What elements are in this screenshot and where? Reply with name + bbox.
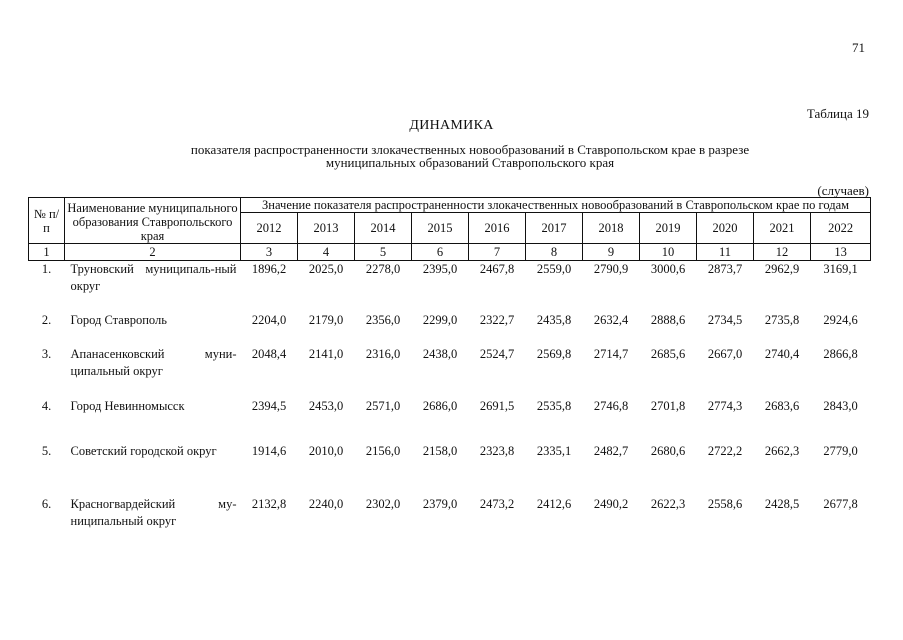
- header-year: 2022: [811, 213, 871, 244]
- value-cell: 2662,3: [764, 444, 800, 458]
- value-cell: 2746,8: [593, 399, 629, 413]
- column-numbers-row: [29, 244, 871, 261]
- header-year: 2014: [355, 213, 412, 244]
- value-cell: 2453,0: [308, 399, 344, 413]
- value-cell: 2524,7: [479, 347, 515, 361]
- row-number: 5.: [41, 444, 52, 458]
- value-cell: 2558,6: [707, 497, 743, 511]
- value-cell: 2559,0: [536, 262, 572, 276]
- table-row: [29, 261, 871, 313]
- value-cell: 2680,6: [650, 444, 686, 458]
- value-cell: 2395,0: [422, 262, 458, 276]
- value-cell: 2873,7: [707, 262, 743, 276]
- value-cell: 2740,4: [764, 347, 800, 361]
- header-year: 2019: [640, 213, 697, 244]
- column-number: 11: [697, 244, 754, 261]
- row-number: 4.: [41, 399, 52, 413]
- table-row: [29, 442, 871, 496]
- municipality-name: Красногвардейский му-ниципальный округ: [70, 497, 237, 528]
- value-cell: 2683,6: [764, 399, 800, 413]
- value-cell: 2722,2: [707, 444, 743, 458]
- value-cell: 2701,8: [650, 399, 686, 413]
- value-cell: 2569,8: [536, 347, 572, 361]
- value-cell: 2677,8: [823, 497, 858, 511]
- header-year: 2012: [241, 213, 298, 244]
- column-number: 5: [355, 244, 412, 261]
- value-cell: 2888,6: [650, 313, 686, 327]
- column-number: 4: [298, 244, 355, 261]
- value-cell: 2667,0: [707, 347, 743, 361]
- value-cell: 2735,8: [764, 313, 800, 327]
- value-cell: 2132,8: [251, 497, 287, 511]
- header-year: 2021: [754, 213, 811, 244]
- header-year: 2016: [469, 213, 526, 244]
- value-cell: 2435,8: [536, 313, 572, 327]
- municipality-name: Город Ставрополь: [70, 313, 167, 327]
- column-number: 9: [583, 244, 640, 261]
- table-label: Таблица 19: [806, 106, 869, 121]
- row-number: 3.: [41, 347, 52, 361]
- value-cell: 2428,5: [764, 497, 800, 511]
- column-number: 7: [469, 244, 526, 261]
- value-cell: 2482,7: [593, 444, 629, 458]
- document-title: ДИНАМИКА: [409, 118, 494, 133]
- value-cell: 2323,8: [479, 444, 515, 458]
- value-cell: 2010,0: [308, 444, 344, 458]
- value-cell: 2632,4: [593, 313, 629, 327]
- value-cell: 2490,2: [593, 497, 629, 511]
- table-row: [29, 312, 871, 346]
- municipality-name: Апанасенковский муни-ципальный округ: [70, 347, 237, 378]
- column-number: 13: [811, 244, 871, 261]
- subtitle-line-2: муниципальных образований Ставропольского края: [325, 155, 615, 170]
- value-cell: 2962,9: [764, 262, 800, 276]
- page-number: 71: [852, 40, 865, 55]
- row-number: 6.: [41, 497, 52, 511]
- table-row: [29, 496, 871, 530]
- value-cell: 2843,0: [823, 399, 858, 413]
- column-number: 1: [29, 244, 65, 261]
- value-cell: 1914,6: [251, 444, 287, 458]
- row-number: 2.: [41, 313, 52, 327]
- value-cell: 2179,0: [308, 313, 344, 327]
- value-cell: 2316,0: [365, 347, 401, 361]
- units-label: (случаев): [817, 183, 869, 198]
- value-cell: 2141,0: [308, 347, 344, 361]
- value-cell: 2790,9: [593, 262, 629, 276]
- value-cell: 2473,2: [479, 497, 515, 511]
- value-cell: 2394,5: [251, 399, 287, 413]
- header-num: № п/п: [29, 198, 65, 244]
- value-cell: 2204,0: [251, 313, 287, 327]
- column-number: 2: [65, 244, 241, 261]
- value-cell: 2571,0: [365, 399, 401, 413]
- municipality-name: Город Невинномысск: [70, 399, 185, 413]
- column-number: 3: [241, 244, 298, 261]
- table-row: [29, 398, 871, 442]
- municipality-name: Труновский муниципаль-ный округ: [70, 262, 237, 293]
- header-year: 2017: [526, 213, 583, 244]
- value-cell: 2412,6: [536, 497, 572, 511]
- header-row: [29, 198, 871, 213]
- value-cell: 2685,6: [650, 347, 686, 361]
- value-cell: 2779,0: [823, 444, 858, 458]
- value-cell: 2278,0: [365, 262, 401, 276]
- value-cell: 2774,3: [707, 399, 743, 413]
- value-cell: 2438,0: [422, 347, 458, 361]
- column-number: 12: [754, 244, 811, 261]
- subtitle-line-1: показателя распространенности злокачественных новообразований в Ставропольском крае в разрезе: [190, 142, 750, 157]
- value-cell: 2924,6: [823, 313, 858, 327]
- value-cell: 2302,0: [365, 497, 401, 511]
- value-cell: 2866,8: [823, 347, 858, 361]
- value-cell: 2048,4: [251, 347, 287, 361]
- header-year: 2018: [583, 213, 640, 244]
- value-cell: 3169,1: [823, 262, 858, 276]
- header-year: 2013: [298, 213, 355, 244]
- header-year: 2015: [412, 213, 469, 244]
- table-row: [29, 346, 871, 398]
- value-cell: 2335,1: [536, 444, 572, 458]
- header-name: Наименование муниципального образования Ставропольского края: [65, 198, 241, 244]
- value-cell: 2158,0: [422, 444, 458, 458]
- value-cell: 2356,0: [365, 313, 401, 327]
- value-cell: 2025,0: [308, 262, 344, 276]
- value-cell: 2535,8: [536, 399, 572, 413]
- value-cell: 2299,0: [422, 313, 458, 327]
- column-number: 8: [526, 244, 583, 261]
- header-year: 2020: [697, 213, 754, 244]
- value-cell: 2734,5: [707, 313, 743, 327]
- row-number: 1.: [41, 262, 52, 276]
- column-number: 10: [640, 244, 697, 261]
- value-cell: 2156,0: [365, 444, 401, 458]
- value-cell: 2686,0: [422, 399, 458, 413]
- value-cell: 2322,7: [479, 313, 515, 327]
- document-subtitle: [120, 143, 820, 169]
- prevalence-table: [28, 197, 871, 530]
- value-cell: 3000,6: [650, 262, 686, 276]
- value-cell: 2467,8: [479, 262, 515, 276]
- value-cell: 2691,5: [479, 399, 515, 413]
- column-number: 6: [412, 244, 469, 261]
- value-cell: 2240,0: [308, 497, 344, 511]
- value-cell: 2379,0: [422, 497, 458, 511]
- value-cell: 2714,7: [593, 347, 629, 361]
- value-cell: 1896,2: [251, 262, 287, 276]
- header-value-group: Значение показателя распространенности злокачественных новообразований в Ставропольском крае по годам: [241, 198, 871, 213]
- municipality-name: Советский городской округ: [70, 444, 217, 458]
- value-cell: 2622,3: [650, 497, 686, 511]
